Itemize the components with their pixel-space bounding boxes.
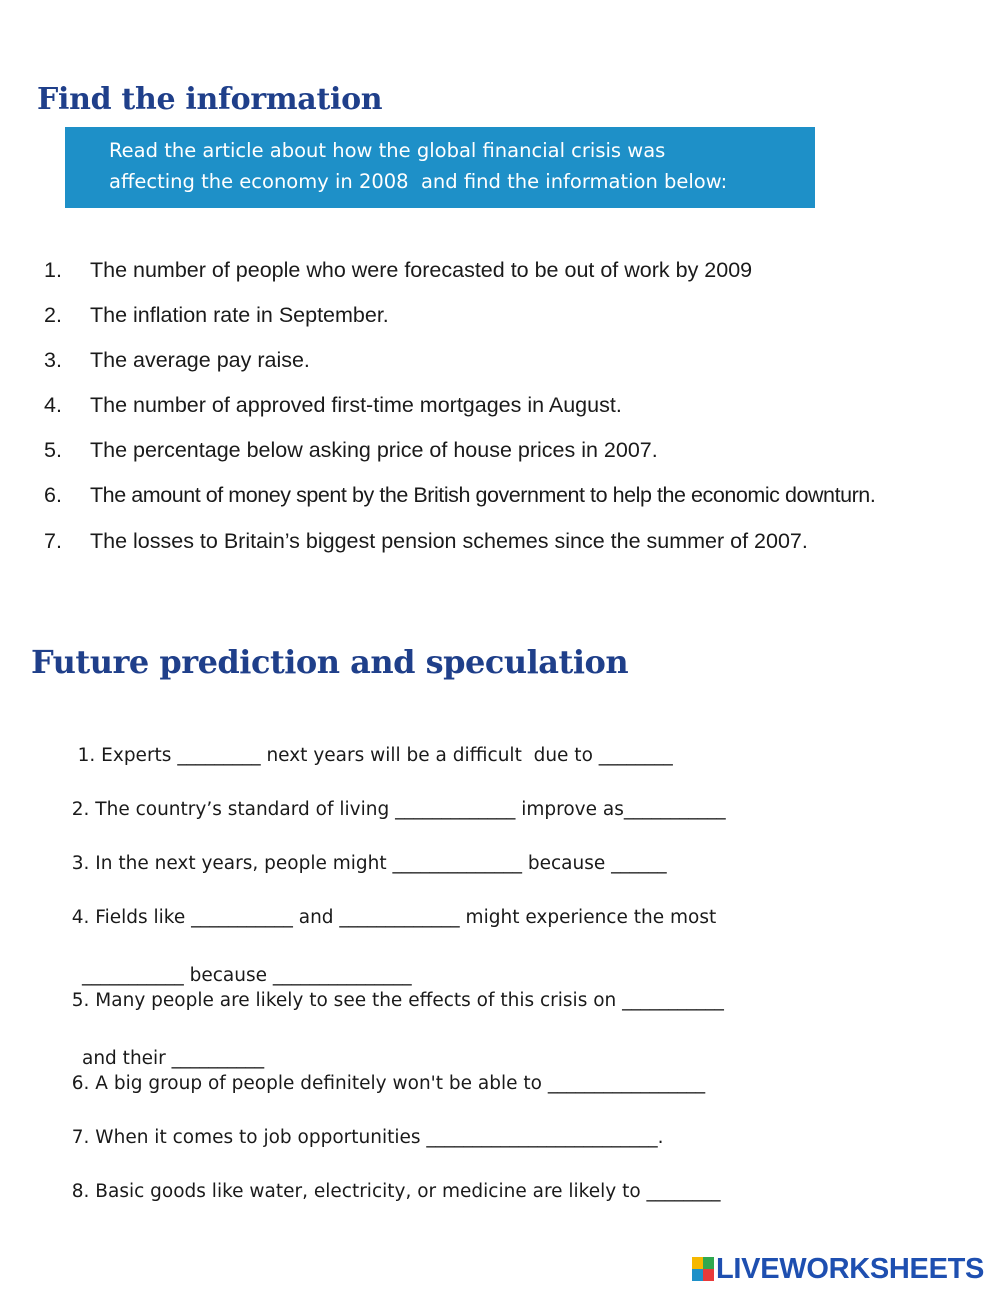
info-item-number: 6.: [44, 483, 62, 507]
prediction-item-text: 3. In the next years, people might ______________ because ______: [71, 853, 667, 874]
info-item-number: 5.: [44, 438, 62, 462]
instructions-line-1: Read the article about how the global financial crisis was: [109, 139, 666, 162]
liveworksheets-logo[interactable]: [692, 1254, 984, 1284]
prediction-item-text-continued: and their __________: [82, 1048, 265, 1069]
prediction-item-text: 1. Experts _________ next years will be a difficult due to ________: [71, 745, 673, 766]
instructions-line-2: affecting the economy in 2008 and find the information below:: [109, 170, 728, 193]
prediction-item-text: 2. The country’s standard of living _____________ improve as___________: [71, 799, 726, 820]
prediction-item-7: [60, 1094, 664, 1152]
info-item-text: The losses to Britain’s biggest pension schemes since the summer of 2007.: [90, 529, 808, 553]
info-item-number: 1.: [44, 258, 62, 282]
info-item-number: 2.: [44, 303, 62, 327]
section-title-future-prediction: Future prediction and speculation: [31, 643, 629, 681]
logo-text: LIVEWORKSHEETS: [716, 1252, 985, 1285]
prediction-item-6: [60, 1040, 705, 1098]
info-item-number: 4.: [44, 393, 62, 417]
prediction-item-text-continued: ___________ because _______________: [82, 965, 412, 986]
prediction-item-8: [60, 1148, 721, 1206]
prediction-item-text: 5. Many people are likely to see the effects of this crisis on ___________: [71, 990, 724, 1011]
prediction-item-text: 6. A big group of people definitely won't be able to _________________: [71, 1073, 706, 1094]
info-item-text: The amount of money spent by the British government to help the economic downturn.: [90, 483, 876, 507]
prediction-item-text: 8. Basic goods like water, electricity, or medicine are likely to ________: [71, 1181, 721, 1202]
prediction-item-2: [60, 766, 726, 824]
prediction-item-3: [60, 820, 667, 878]
info-item-text: The number of people who were forecasted to be out of work by 2009: [90, 258, 753, 282]
liveworksheets-logo-icon: [692, 1257, 714, 1281]
info-item-text: The inflation rate in September.: [90, 303, 389, 327]
info-item-number: 3.: [44, 348, 62, 372]
section-title-find-information: Find the information: [37, 82, 383, 117]
info-item-text: The average pay raise.: [90, 348, 310, 372]
prediction-item-text: 4. Fields like ___________ and _____________ might experience the most: [71, 907, 717, 928]
info-item-text: The number of approved first-time mortgages in August.: [90, 393, 622, 417]
prediction-item-text: 7. When it comes to job opportunities _________________________.: [71, 1127, 664, 1148]
instructions-box: [65, 127, 815, 208]
prediction-item-1: [60, 712, 673, 770]
info-item-text: The percentage below asking price of house prices in 2007.: [90, 438, 658, 462]
info-item-number: 7.: [44, 529, 62, 553]
